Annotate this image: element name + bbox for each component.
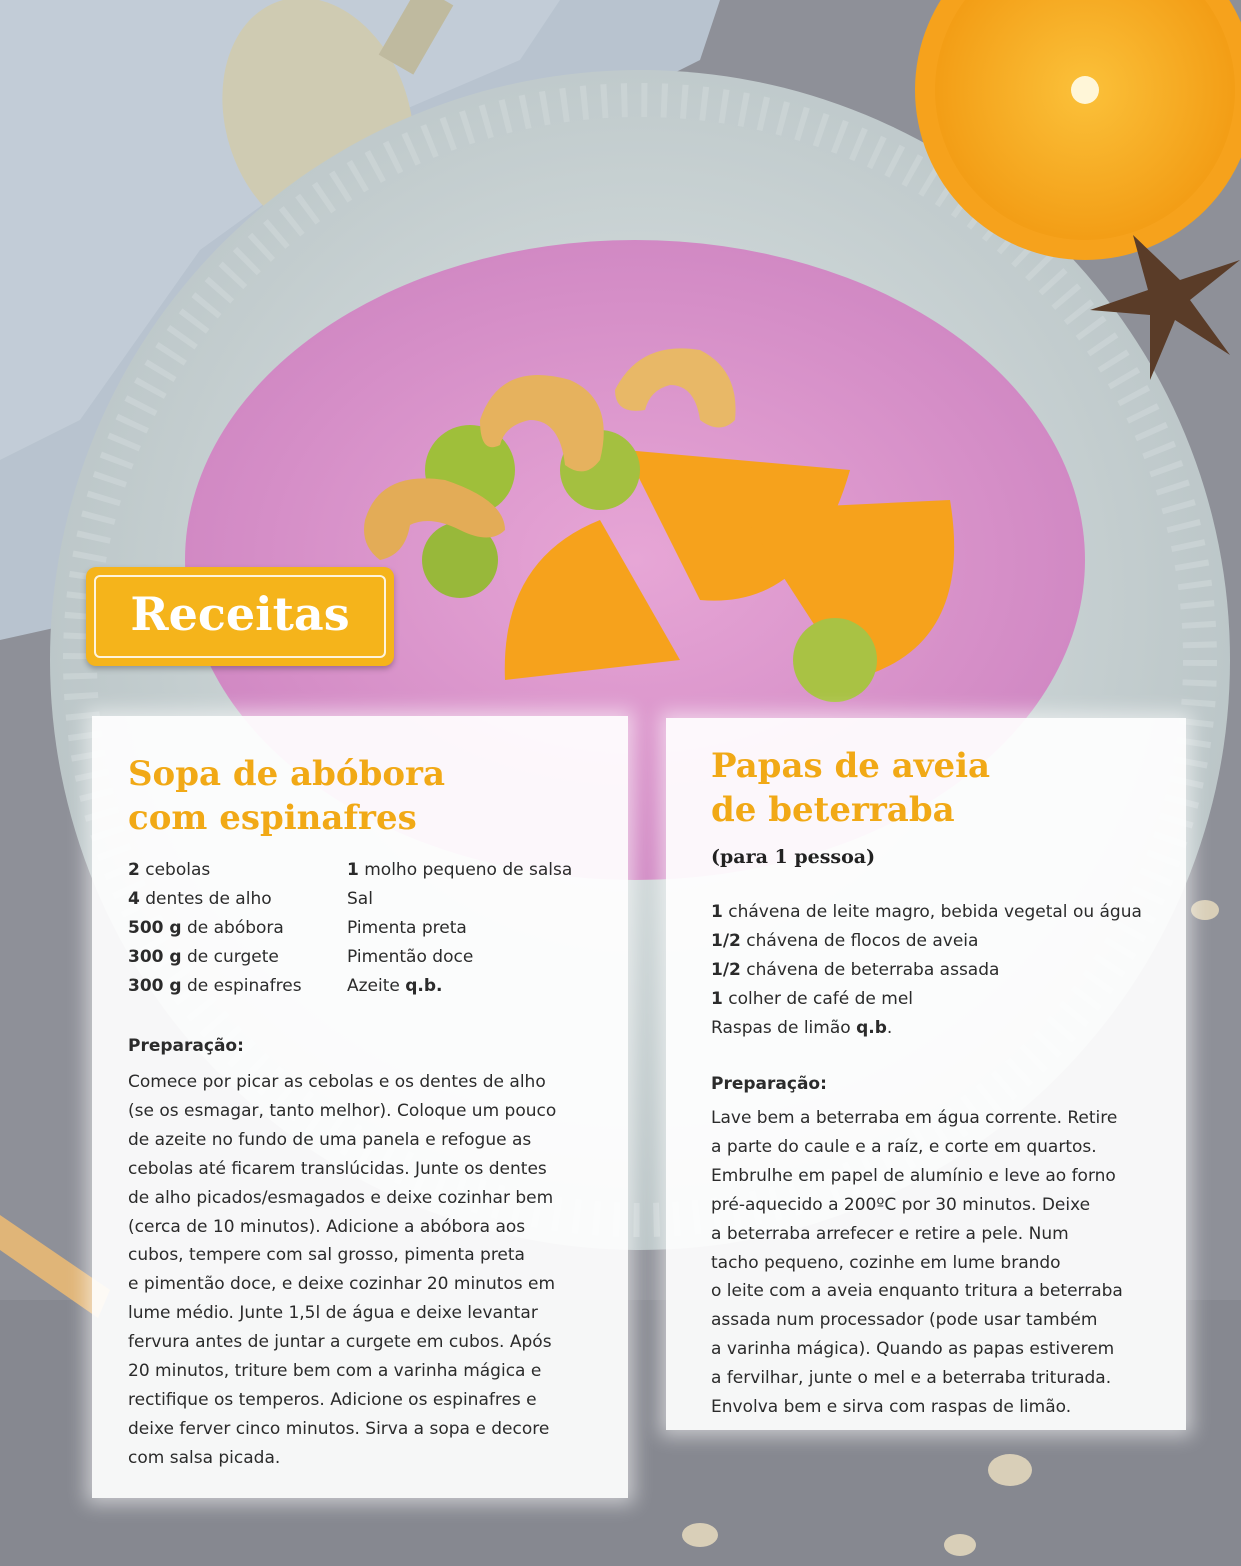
prep-line: a parte do caule e a raíz, e corte em quartos.: [711, 1136, 1097, 1157]
ingredient-item: Sal: [347, 889, 373, 909]
prep-line: Envolva bem e sirva com raspas de limão.: [711, 1397, 1072, 1418]
prep-line: e pimentão doce, e deixe cozinhar 20 minutos em: [128, 1274, 556, 1295]
section-tag-label: Receitas: [130, 587, 350, 641]
ingredient-item: 4 dentes de alho: [128, 889, 272, 909]
ingredients-list: [711, 898, 1142, 1043]
ingredient-item: 2 cebolas: [128, 860, 211, 880]
prep-line: lume médio. Junte 1,5l de água e deixe levantar: [128, 1303, 538, 1324]
ingredient-item: 1 molho pequeno de salsa: [347, 860, 573, 880]
recipe-title: [711, 744, 990, 832]
ingredients-list-col1: [128, 856, 302, 1001]
prep-line: Lave bem a beterraba em água corrente. Retire: [711, 1108, 1118, 1128]
prep-line: tacho pequeno, cozinhe em lume brando: [711, 1252, 1061, 1273]
ingredient-item: 500 g de abóbora: [128, 918, 284, 938]
prep-text: [711, 1104, 1123, 1422]
servings-subtitle: (para 1 pessoa): [711, 846, 876, 868]
prep-line: (cerca de 10 minutos). Adicione a abóbora aos: [128, 1216, 526, 1237]
prep-line: cebolas até ficarem translúcidas. Junte os dentes: [128, 1158, 547, 1179]
recipe-title-line: Papas de aveia: [711, 746, 991, 786]
ingredient-item: Azeite q.b.: [347, 976, 443, 996]
ingredient-item: 1 chávena de leite magro, bebida vegetal ou água: [711, 902, 1142, 922]
prep-line: deixe ferver cinco minutos. Sirva a sopa e decore: [128, 1418, 550, 1439]
prep-line: assada num processador (pode usar também: [711, 1310, 1098, 1331]
prep-line: a fervilhar, junte o mel e a beterraba triturada.: [711, 1368, 1112, 1389]
recipe-title-line: Sopa de abóbora: [128, 754, 445, 794]
ingredients-list-col2: [347, 856, 572, 1001]
prep-line: (se os esmagar, tanto melhor). Coloque um pouco: [128, 1100, 557, 1121]
ingredient-item: Raspas de limão q.b.: [711, 1018, 893, 1038]
ingredient-item: 1 colher de café de mel: [711, 989, 914, 1009]
recipe-title-line: de beterraba: [711, 790, 955, 830]
prep-line: rectifique os temperos. Adicione os espinafres e: [128, 1389, 537, 1410]
prep-line: o leite com a aveia enquanto tritura a beterraba: [711, 1281, 1123, 1302]
recipe-card-oatmeal: [666, 718, 1186, 1430]
section-tag: [86, 567, 394, 666]
prep-line: Comece por picar as cebolas e os dentes de alho: [128, 1072, 546, 1092]
recipe-title-line: com espinafres: [128, 798, 417, 838]
ingredient-item: 300 g de curgete: [128, 947, 279, 967]
prep-line: a varinha mágica). Quando as papas estiverem: [711, 1339, 1115, 1360]
prep-heading: Preparação:: [711, 1074, 827, 1094]
ingredient-item: 1/2 chávena de beterraba assada: [711, 960, 1000, 980]
recipe-title: [128, 752, 445, 840]
oat-flake: [988, 1454, 1032, 1486]
prep-line: a beterraba arrefecer e retire a pele. Num: [711, 1223, 1069, 1244]
prep-text: [128, 1068, 556, 1473]
ingredient-item: Pimentão doce: [347, 947, 474, 967]
prep-line: de azeite no fundo de uma panela e refogue as: [128, 1129, 532, 1150]
prep-line: fervura antes de juntar a curgete em cubos. Após: [128, 1332, 552, 1353]
prep-line: 20 minutos, triture bem com a varinha mágica e: [128, 1361, 542, 1382]
prep-line: pré-aquecido a 200ºC por 30 minutos. Deixe: [711, 1194, 1091, 1215]
prep-line: com salsa picada.: [128, 1447, 281, 1468]
recipe-card-soup: [92, 716, 628, 1498]
prep-line: cubos, tempere com sal grosso, pimenta preta: [128, 1245, 525, 1266]
ingredient-item: 1/2 chávena de flocos de aveia: [711, 931, 979, 951]
ingredient-item: 300 g de espinafres: [128, 976, 302, 996]
prep-line: Embrulhe em papel de alumínio e leve ao forno: [711, 1165, 1116, 1186]
ingredient-item: Pimenta preta: [347, 918, 467, 938]
prep-line: de alho picados/esmagados e deixe cozinhar bem: [128, 1187, 554, 1208]
prep-heading: Preparação:: [128, 1036, 244, 1056]
